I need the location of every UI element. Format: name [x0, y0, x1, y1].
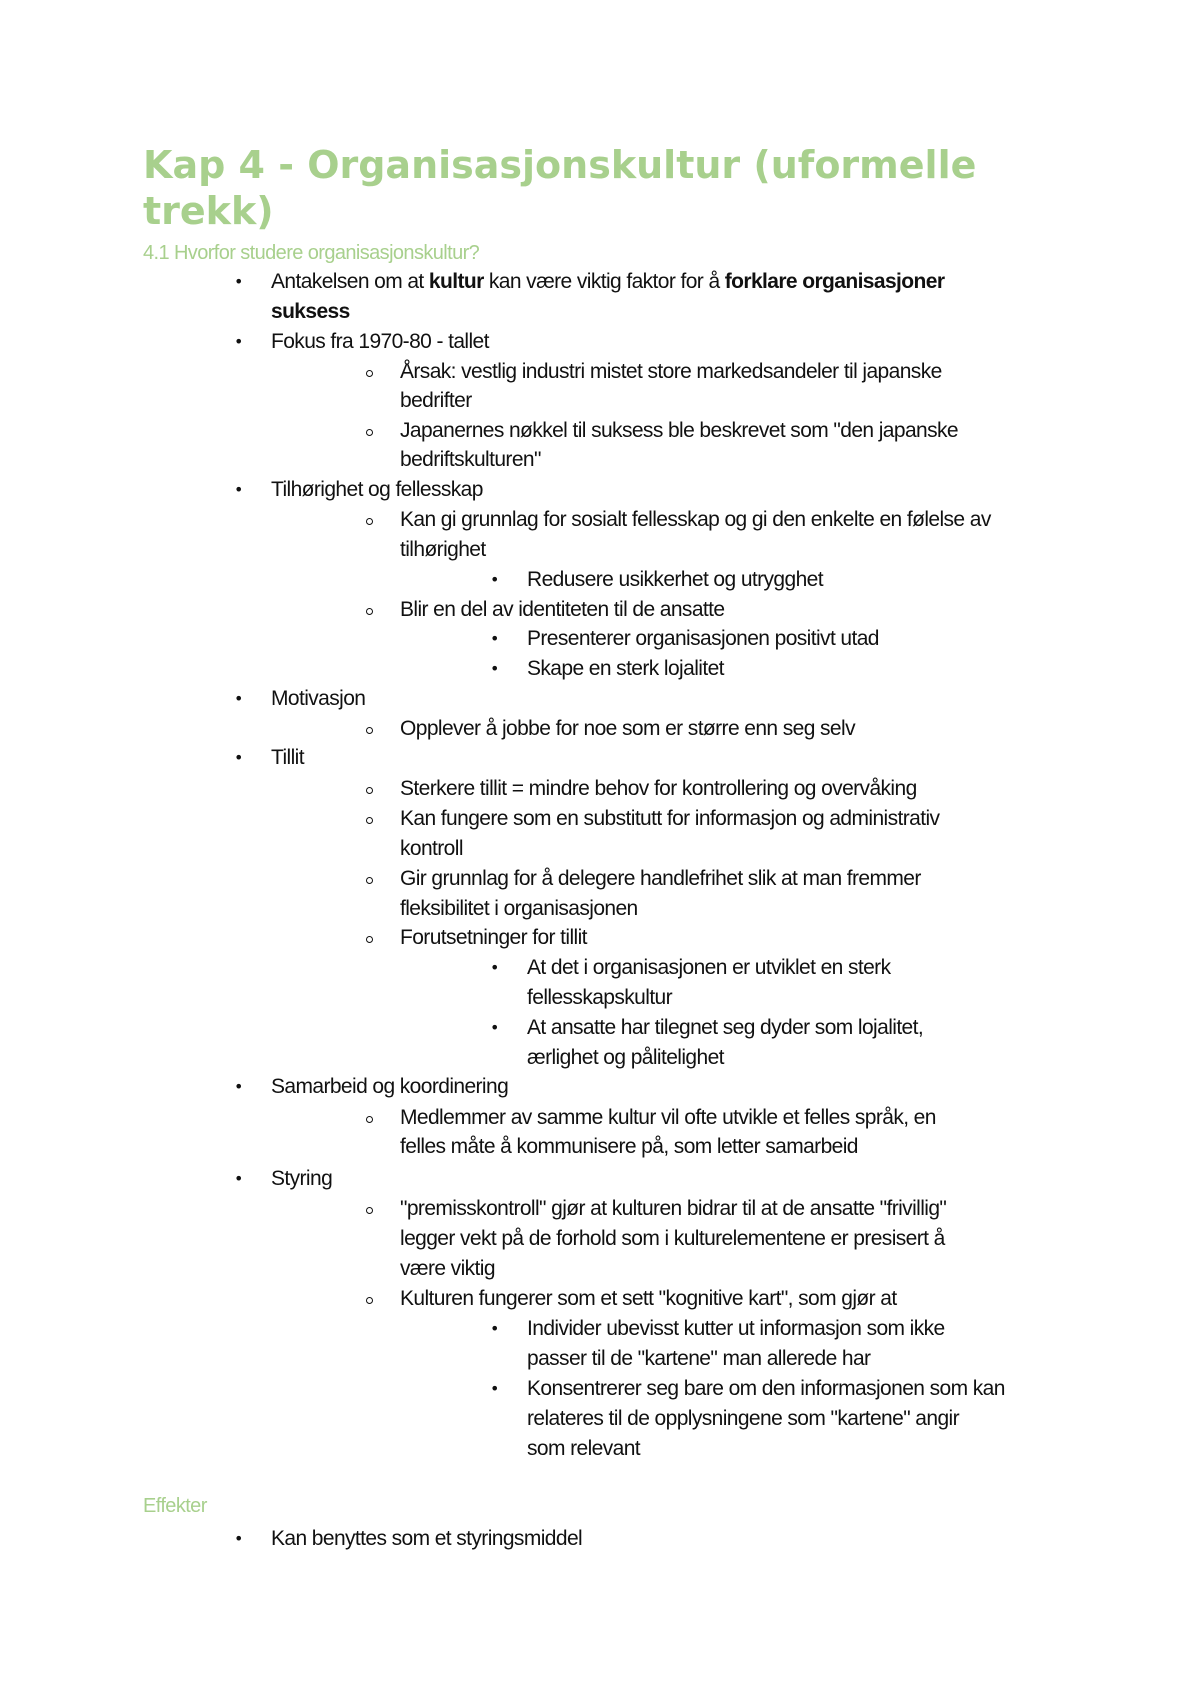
- text-fragment: At det i organisasjonen er utviklet en sterk: [527, 956, 891, 979]
- bullet-icon: •: [234, 1169, 244, 1188]
- section-heading-effekter: Effekter: [143, 1495, 207, 1517]
- bullet-icon: •: [234, 332, 244, 351]
- text-fragment: "premisskontroll" gjør at kulturen bidrar til at de ansatte "frivillig": [400, 1197, 947, 1220]
- text-fragment: bedriftskulturen": [400, 448, 541, 471]
- text-line: [527, 565, 823, 595]
- text-line: [400, 1284, 897, 1314]
- text-line: [400, 923, 587, 953]
- text-fragment: Tillit: [271, 746, 304, 769]
- text-line: [400, 386, 472, 416]
- circle-bullet-icon: [366, 727, 373, 734]
- circle-bullet-icon: [366, 1116, 373, 1123]
- text-line: [271, 475, 483, 505]
- circle-bullet-icon: [366, 787, 373, 794]
- text-fragment: fleksibilitet i organisasjonen: [400, 897, 638, 920]
- bullet-icon: •: [490, 1018, 500, 1037]
- text-fragment: kan være viktig faktor for å: [483, 270, 725, 293]
- text-fragment: Forutsetninger for tillit: [400, 926, 587, 949]
- text-line: [527, 1344, 870, 1374]
- bullet-icon: •: [234, 272, 244, 291]
- text-line: [400, 357, 942, 387]
- text-fragment: Individer ubevisst kutter ut informasjon som ikke: [527, 1317, 945, 1340]
- text-line: [527, 953, 890, 983]
- text-line: [400, 774, 917, 804]
- text-fragment: relateres til de opplysningene som "kartene" angir: [527, 1407, 960, 1430]
- bullet-icon: •: [234, 1077, 244, 1096]
- text-fragment: Blir en del av identiteten til de ansatte: [400, 598, 725, 621]
- text-line: [527, 1434, 640, 1464]
- bullet-icon: •: [234, 748, 244, 767]
- text-fragment: Kulturen fungerer som et sett "kognitive kart", som gjør at: [400, 1287, 897, 1310]
- text-line: [527, 1013, 923, 1043]
- text-line: [400, 864, 921, 894]
- text-line: [400, 714, 855, 744]
- text-fragment: være viktig: [400, 1257, 495, 1280]
- text-fragment: Gir grunnlag for å delegere handlefrihet slik at man fremmer: [400, 867, 921, 890]
- circle-bullet-icon: [366, 1297, 373, 1304]
- text-line: [400, 595, 724, 625]
- text-line: [400, 894, 638, 924]
- text-fragment: kontroll: [400, 837, 463, 860]
- text-fragment: Japanernes nøkkel til suksess ble beskrevet som "den japanske: [400, 419, 958, 442]
- text-line: [271, 1072, 508, 1102]
- text-fragment: kultur: [428, 270, 484, 293]
- circle-bullet-icon: [366, 877, 373, 884]
- text-line: [527, 1404, 959, 1434]
- text-fragment: Antakelsen om at: [271, 270, 429, 293]
- text-line: [400, 804, 939, 834]
- bullet-icon: •: [234, 480, 244, 499]
- text-fragment: At ansatte har tilegnet seg dyder som lojalitet,: [527, 1016, 924, 1039]
- text-fragment: felles måte å kommunisere på, som letter samarbeid: [400, 1135, 858, 1158]
- bullet-icon: •: [490, 1379, 500, 1398]
- text-line: [400, 1194, 946, 1224]
- text-fragment: Skape en sterk lojalitet: [527, 657, 724, 680]
- text-fragment: Tilhørighet og fellesskap: [271, 478, 483, 501]
- text-line: [527, 654, 724, 684]
- text-line: [527, 624, 879, 654]
- text-line: [271, 327, 489, 357]
- text-fragment: tilhørighet: [400, 538, 486, 561]
- text-line: [271, 1164, 332, 1194]
- text-fragment: Styring: [271, 1167, 333, 1190]
- text-line: [400, 505, 991, 535]
- text-fragment: forklare organisasjoner: [724, 270, 945, 293]
- section-heading-4-1: 4.1 Hvorfor studere organisasjonskultur?: [143, 242, 480, 264]
- text-line: [400, 535, 486, 565]
- text-line: [400, 1224, 945, 1254]
- document-title: Kap 4 - Organisasjonskultur (uformelle trekk): [143, 143, 977, 233]
- text-fragment: Årsak: vestlig industri mistet store markedsandeler til japanske: [400, 360, 942, 383]
- text-fragment: bedrifter: [400, 389, 472, 412]
- text-fragment: Kan gi grunnlag for sosialt fellesskap og gi den enkelte en følelse av: [400, 508, 991, 531]
- text-line: [400, 1103, 936, 1133]
- text-fragment: passer til de "kartene" man allerede har: [527, 1347, 871, 1370]
- text-line: [527, 1314, 945, 1344]
- text-fragment: fellesskapskultur: [527, 986, 673, 1009]
- text-line: [400, 416, 958, 446]
- text-fragment: Medlemmer av samme kultur vil ofte utvikle et felles språk, en: [400, 1106, 936, 1129]
- text-fragment: Presenterer organisasjonen positivt utad: [527, 627, 879, 650]
- text-line: [271, 743, 304, 773]
- bullet-icon: •: [490, 629, 500, 648]
- text-fragment: Kan fungere som en substitutt for informasjon og administrativ: [400, 807, 940, 830]
- circle-bullet-icon: [366, 429, 373, 436]
- circle-bullet-icon: [366, 936, 373, 943]
- text-line: [527, 983, 672, 1013]
- circle-bullet-icon: [366, 1207, 373, 1214]
- text-fragment: som relevant: [527, 1437, 641, 1460]
- bullet-icon: •: [234, 1529, 244, 1548]
- bullet-icon: •: [490, 958, 500, 977]
- text-line: [271, 684, 365, 714]
- text-fragment: Samarbeid og koordinering: [271, 1075, 509, 1098]
- text-fragment: suksess: [271, 300, 350, 323]
- text-fragment: legger vekt på de forhold som i kulturelementene er presisert å: [400, 1227, 945, 1250]
- circle-bullet-icon: [366, 817, 373, 824]
- text-line: [400, 1254, 495, 1284]
- bullet-icon: •: [490, 659, 500, 678]
- text-line: [527, 1374, 1005, 1404]
- effekter-line: Kan benyttes som et styringsmiddel: [271, 1527, 583, 1550]
- bullet-icon: •: [234, 689, 244, 708]
- bullet-icon: •: [490, 570, 500, 589]
- text-fragment: Sterkere tillit = mindre behov for kontrollering og overvåking: [400, 777, 917, 800]
- text-fragment: Opplever å jobbe for noe som er større enn seg selv: [400, 717, 855, 740]
- text-fragment: Konsentrerer seg bare om den informasjonen som kan: [527, 1377, 1005, 1400]
- circle-bullet-icon: [366, 370, 373, 377]
- circle-bullet-icon: [366, 608, 373, 615]
- text-line: [400, 445, 541, 475]
- text-fragment: Fokus fra 1970-80 - tallet: [271, 330, 489, 353]
- circle-bullet-icon: [366, 518, 373, 525]
- text-fragment: Motivasjon: [271, 687, 366, 710]
- text-line: [271, 267, 944, 297]
- text-fragment: Redusere usikkerhet og utrygghet: [527, 568, 823, 591]
- text-line: [400, 834, 463, 864]
- bullet-icon: •: [490, 1319, 500, 1338]
- text-line: [400, 1132, 858, 1162]
- text-line: [527, 1043, 724, 1073]
- text-fragment: ærlighet og pålitelighet: [527, 1046, 724, 1069]
- text-line: [271, 297, 350, 327]
